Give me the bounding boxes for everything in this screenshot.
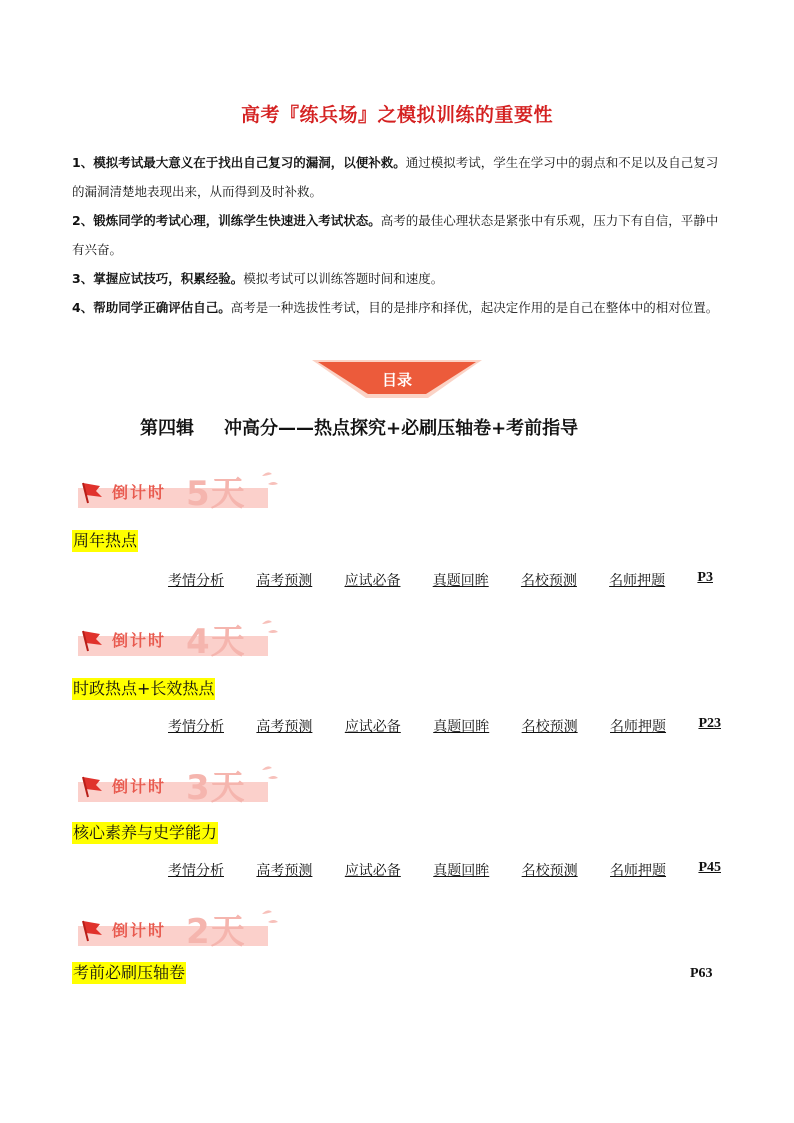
toc-item[interactable]: 名师押题 [610,719,667,735]
toc-item[interactable]: 高考预测 [256,573,313,589]
topic-title: 考前必刷压轴卷 [73,963,186,982]
section-label: 第四辑 [140,418,194,439]
intro-3-body: 模拟考试可以训练答题时间和速度。 [243,271,444,286]
intro-paragraph-4 [72,293,728,322]
intro-section [72,148,728,322]
countdown-badge-5 [74,462,284,514]
toc-item[interactable]: 名校预测 [521,719,578,735]
toc-item[interactable]: 应试必备 [344,573,401,589]
topic-title: 核心素养与史学能力 [73,823,218,842]
intro-3-lead: 3、掌握应试技巧，积累经验。 [72,271,244,286]
countdown-days: 2天 [186,912,246,952]
toc-item[interactable]: 考情分析 [168,719,224,735]
intro-4-body: 高考是一种选拔性考试，目的是排序和择优，起决定作用的是自己在整体中的相对位置。 [230,300,719,315]
countdown-badge-2 [74,900,284,952]
toc-item[interactable]: 真题回眸 [433,719,490,735]
section-subtitle: 冲高分——热点探究+必刷压轴卷+考前指导 [224,418,579,439]
toc-label: 目录 [381,371,413,389]
toc-item[interactable]: 应试必备 [344,863,401,879]
toc-item[interactable]: 应试必备 [344,719,401,735]
toc-item[interactable]: 考情分析 [168,863,224,879]
page-number[interactable]: P63 [690,966,713,981]
countdown-days: 5天 [186,474,246,514]
intro-2-lead: 2、锻炼同学的考试心理，训练学生快速进入考试状态。 [72,213,381,228]
toc-item[interactable]: 真题回眸 [433,863,490,879]
countdown-badge-4 [74,610,284,662]
flag-icon [80,628,106,652]
intro-paragraph-3 [72,264,728,293]
countdown-days: 4天 [186,622,246,662]
countdown-prefix: 倒计时 [112,483,167,502]
toc-item[interactable]: 名师押题 [610,863,667,879]
toc-item[interactable]: 高考预测 [256,719,313,735]
intro-paragraph-2 [72,206,728,264]
page-number[interactable]: P45 [698,860,721,875]
toc-item[interactable]: 名校预测 [521,863,578,879]
topic-title: 时政热点+长效热点 [73,679,215,698]
toc-banner [312,358,482,400]
countdown-prefix: 倒计时 [112,921,167,940]
toc-item[interactable]: 名校预测 [520,573,577,589]
flag-icon [80,918,106,942]
toc-row [168,570,713,590]
intro-paragraph-1 [72,148,728,206]
intro-1-body: 通过模拟考试，学生在学习中的弱点和不足以及自己复习的漏洞清楚地表现出来，从而得到及时补救。 [72,155,719,199]
topic-title: 周年热点 [73,531,138,550]
toc-row [168,860,721,880]
document-title: 高考『练兵场』之模拟训练的重要性 [240,104,553,126]
countdown-badge-3 [74,756,284,808]
section-heading [140,414,578,440]
countdown-days: 3天 [186,768,246,808]
toc-item[interactable]: 名师押题 [609,573,666,589]
toc-item[interactable]: 真题回眸 [432,573,489,589]
intro-2-body: 高考的最佳心理状态是紧张中有乐观，压力下有自信，平静中有兴奋。 [72,213,719,257]
page-number[interactable]: P23 [698,716,721,731]
toc-item[interactable]: 考情分析 [168,573,224,589]
page-number[interactable]: P3 [697,570,713,585]
countdown-prefix: 倒计时 [112,631,167,650]
flag-icon [80,480,106,504]
intro-4-lead: 4、帮助同学正确评估自己。 [72,300,231,315]
intro-1-lead: 1、模拟考试最大意义在于找出自己复习的漏洞，以便补救。 [72,155,406,170]
toc-item[interactable]: 高考预测 [256,863,313,879]
countdown-prefix: 倒计时 [112,777,167,796]
toc-row [168,716,721,736]
flag-icon [80,774,106,798]
